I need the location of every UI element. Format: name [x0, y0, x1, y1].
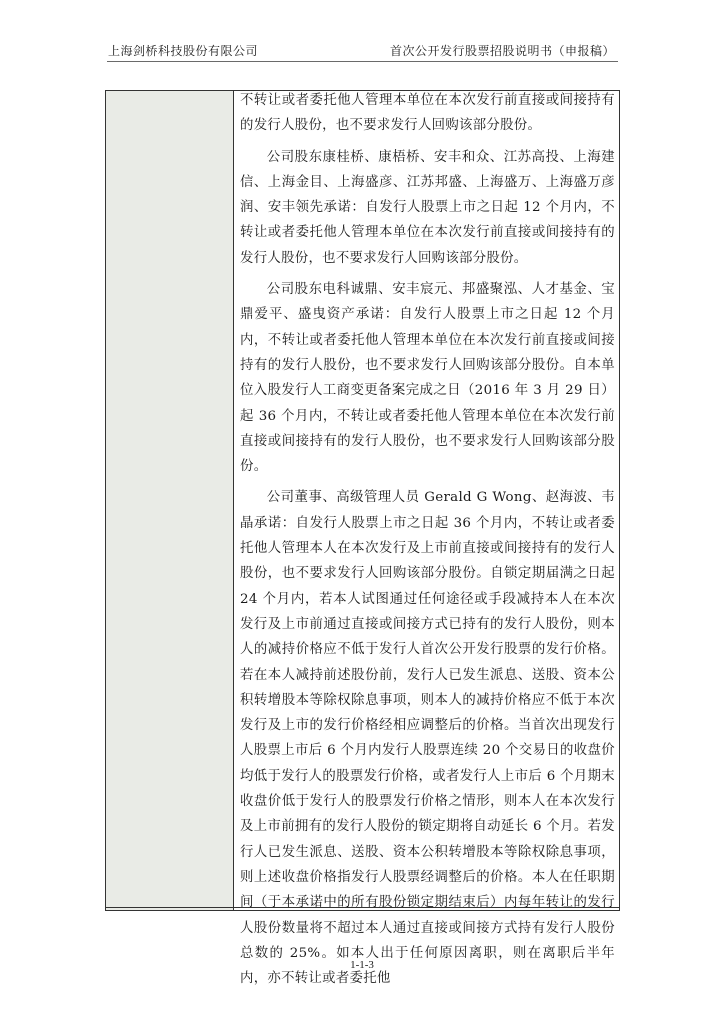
- page-header: [107, 40, 617, 60]
- header-divider: [107, 61, 618, 62]
- paragraph-shareholder-commitment-2: 公司股东电科诚鼎、安丰宸元、邦盛聚泓、人才基金、宝鼎爱平、盛曳资产承诺：自发行人股票上市之日起 12 个月内，不转让或者委托他人管理本单位在本次发行前直接或间接持有的发行人股份，也不要求发行人回购该部分股份。自本单位入股发行人工商变更备案完成之日（2016 年 3 月 29 日）起 36 个月内，不转让或者委托他人管理本单位在本次发行前直接或间接持有的发行人股份，也不要求发行人回购该部分股份。: [240, 282, 615, 475]
- header-company-name: 上海剑桥科技股份有限公司: [108, 44, 259, 58]
- paragraph-director-commitment: 公司董事、高级管理人员 Gerald G Wong、赵海波、韦晶承诺：自发行人股票上市之日起 36 个月内，不转让或者委托他人管理本人在本次发行及上市前直接或间接持有的发行人股份，也不要求发行人回购该部分股份。自锁定期届满之日起 24 个月内，若本人试图通过任何途径或手段减持本人在本次发行及上市前通过直接或间接方式已持有的发行人股份，则本人的减持价格应不低于发行人首次公开发行股票的发行价格。若在本人减持前述股份前，发行人已发生派息、送股、资本公积转增股本等除权除息事项，则本人的减持价格应不低于本次发行及上市的发行价格经相应调整后的价格。当首次出现发行人股票上市后 6 个月内发行人股票连续 20 个交易日的收盘价均低于发行人的股票发行价格，或者发行人上市后 6 个月期末收盘价低于发行人的股票发行价格之情形，则本人在本次发行及上市前拥有的发行人股份的锁定期将自动延长 6 个月。若发行人已发生派息、送股、资本公积转增股本等除权除息事项，则上述收盘价格指发行人股票经调整后的价格。本人在任职期间（于本承诺中的所有股份锁定期结束后）内每年转让的发行人股份数量将不超过本人通过直接或间接方式持有发行人股份总数的 25%。如本人出于任何原因离职，则在离职后半年内，亦不转让或者委托他: [240, 490, 615, 987]
- header-document-title: 首次公开发行股票招股说明书（申报稿）: [389, 44, 615, 58]
- paragraph-shareholder-commitment-1: 公司股东康桂桥、康梧桥、安丰和众、江苏高投、上海建信、上海金目、上海盛彦、江苏邦盛、上海盛万、上海盛万彦润、安丰领先承诺：自发行人股票上市之日起 12 个月内，不转让或者委托他人管理本单位在本次发行前直接或间接持有的发行人股份，也不要求发行人回购该部分股份。: [240, 149, 615, 266]
- table-label-cell: [106, 91, 234, 910]
- commitment-text-cell: [240, 88, 615, 997]
- paragraph-continuation: 不转让或者委托他人管理本单位在本次发行前直接或间接持有的发行人股份，也不要求发行人回购该部分股份。: [240, 93, 615, 134]
- page-number: 1-1-3: [350, 959, 374, 971]
